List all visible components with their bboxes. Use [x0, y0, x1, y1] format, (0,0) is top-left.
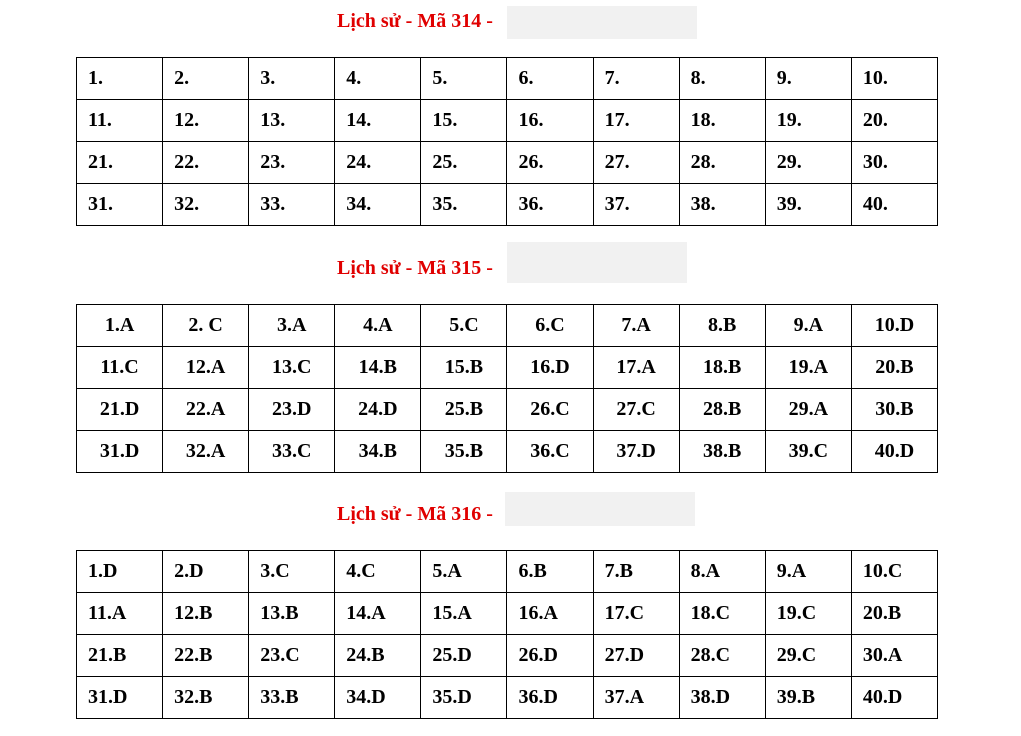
answer-cell: 15.: [421, 100, 507, 142]
table-row: [77, 677, 938, 719]
answer-cell: 5.: [421, 58, 507, 100]
answer-cell: 22.: [163, 142, 249, 184]
answer-cell: 27.: [593, 142, 679, 184]
table-row: [77, 142, 938, 184]
answer-cell: 6.C: [507, 305, 593, 347]
answer-cell: 35.B: [421, 431, 507, 473]
answer-cell: 29.: [765, 142, 851, 184]
answer-cell: 2.D: [163, 551, 249, 593]
answer-cell: 39.: [765, 184, 851, 226]
answer-cell: 8.B: [679, 305, 765, 347]
answer-cell: 37.: [593, 184, 679, 226]
answer-cell: 14.A: [335, 593, 421, 635]
answer-cell: 2.: [163, 58, 249, 100]
answer-cell: 34.D: [335, 677, 421, 719]
answer-cell: 8.: [679, 58, 765, 100]
answer-cell: 13.C: [249, 347, 335, 389]
answer-cell: 16.A: [507, 593, 593, 635]
answer-cell: 24.: [335, 142, 421, 184]
answer-cell: 23.: [249, 142, 335, 184]
answer-cell: 9.: [765, 58, 851, 100]
answer-cell: 20.B: [851, 347, 937, 389]
answer-cell: 7.A: [593, 305, 679, 347]
answer-cell: 36.C: [507, 431, 593, 473]
answer-cell: 26.C: [507, 389, 593, 431]
answer-cell: 39.B: [765, 677, 851, 719]
answer-cell: 32.: [163, 184, 249, 226]
answer-cell: 18.: [679, 100, 765, 142]
answer-cell: 38.D: [679, 677, 765, 719]
table-row: [77, 593, 938, 635]
table-row: [77, 58, 938, 100]
answer-cell: 26.: [507, 142, 593, 184]
section-title: Lịch sử - Mã 314 -: [337, 10, 493, 32]
answer-cell: 17.: [593, 100, 679, 142]
section-314-header: [0, 4, 1021, 38]
answer-cell: 21.D: [77, 389, 163, 431]
answer-cell: 24.D: [335, 389, 421, 431]
answer-cell: 12.A: [163, 347, 249, 389]
answer-cell: 5.C: [421, 305, 507, 347]
answer-cell: 25.B: [421, 389, 507, 431]
answer-cell: 9.A: [765, 551, 851, 593]
table-row: [77, 635, 938, 677]
answer-cell: 11.A: [77, 593, 163, 635]
answer-cell: 18.B: [679, 347, 765, 389]
answer-cell: 4.A: [335, 305, 421, 347]
answer-cell: 3.A: [249, 305, 335, 347]
answer-cell: 38.: [679, 184, 765, 226]
answer-cell: 28.: [679, 142, 765, 184]
answer-cell: 40.D: [851, 677, 937, 719]
answer-cell: 37.A: [593, 677, 679, 719]
answer-cell: 31.: [77, 184, 163, 226]
answer-cell: 27.C: [593, 389, 679, 431]
answer-cell: 17.A: [593, 347, 679, 389]
answer-cell: 21.: [77, 142, 163, 184]
answer-cell: 2. C: [163, 305, 249, 347]
answer-cell: 32.A: [163, 431, 249, 473]
answer-cell: 30.: [851, 142, 937, 184]
redacted-block: [505, 492, 695, 526]
answer-cell: 23.C: [249, 635, 335, 677]
table-row: [77, 431, 938, 473]
answer-cell: 17.C: [593, 593, 679, 635]
redacted-block: [507, 242, 687, 283]
answer-cell: 40.D: [851, 431, 937, 473]
answer-cell: 1.D: [77, 551, 163, 593]
answer-cell: 11.C: [77, 347, 163, 389]
answer-cell: 7.B: [593, 551, 679, 593]
answer-cell: 1.A: [77, 305, 163, 347]
answer-table-314: [76, 57, 938, 226]
answer-cell: 23.D: [249, 389, 335, 431]
answer-cell: 6.B: [507, 551, 593, 593]
answer-cell: 30.B: [851, 389, 937, 431]
answer-cell: 13.: [249, 100, 335, 142]
answer-cell: 33.C: [249, 431, 335, 473]
answer-cell: 16.: [507, 100, 593, 142]
answer-cell: 12.B: [163, 593, 249, 635]
answer-cell: 4.C: [335, 551, 421, 593]
answer-cell: 19.: [765, 100, 851, 142]
answer-cell: 5.A: [421, 551, 507, 593]
answer-cell: 21.B: [77, 635, 163, 677]
answer-cell: 28.C: [679, 635, 765, 677]
section-title: Lịch sử - Mã 315 -: [337, 257, 493, 279]
section-316-header: [0, 497, 1021, 531]
answer-cell: 15.A: [421, 593, 507, 635]
answer-cell: 10.C: [851, 551, 937, 593]
answer-cell: 16.D: [507, 347, 593, 389]
answer-cell: 8.A: [679, 551, 765, 593]
answer-cell: 27.D: [593, 635, 679, 677]
answer-cell: 10.D: [851, 305, 937, 347]
answer-cell: 29.A: [765, 389, 851, 431]
answer-cell: 25.D: [421, 635, 507, 677]
table-row: [77, 389, 938, 431]
table-row: [77, 305, 938, 347]
answer-cell: 36.D: [507, 677, 593, 719]
answer-cell: 34.B: [335, 431, 421, 473]
answer-cell: 26.D: [507, 635, 593, 677]
answer-cell: 25.: [421, 142, 507, 184]
answer-cell: 19.A: [765, 347, 851, 389]
answer-cell: 32.B: [163, 677, 249, 719]
answer-cell: 12.: [163, 100, 249, 142]
answer-cell: 14.: [335, 100, 421, 142]
answer-cell: 13.B: [249, 593, 335, 635]
answer-cell: 15.B: [421, 347, 507, 389]
answer-cell: 31.D: [77, 677, 163, 719]
answer-cell: 34.: [335, 184, 421, 226]
table-row: [77, 347, 938, 389]
answer-cell: 30.A: [851, 635, 937, 677]
table-row: [77, 184, 938, 226]
answer-cell: 28.B: [679, 389, 765, 431]
answer-cell: 4.: [335, 58, 421, 100]
answer-cell: 37.D: [593, 431, 679, 473]
answer-cell: 22.A: [163, 389, 249, 431]
answer-cell: 9.A: [765, 305, 851, 347]
answer-cell: 14.B: [335, 347, 421, 389]
answer-cell: 33.: [249, 184, 335, 226]
answer-cell: 3.C: [249, 551, 335, 593]
answer-cell: 22.B: [163, 635, 249, 677]
answer-cell: 31.D: [77, 431, 163, 473]
table-row: [77, 100, 938, 142]
answer-cell: 40.: [851, 184, 937, 226]
answer-table-316: [76, 550, 938, 719]
answer-cell: 10.: [851, 58, 937, 100]
answer-cell: 18.C: [679, 593, 765, 635]
answer-cell: 29.C: [765, 635, 851, 677]
answer-cell: 7.: [593, 58, 679, 100]
table-row: [77, 551, 938, 593]
answer-cell: 36.: [507, 184, 593, 226]
answer-cell: 3.: [249, 58, 335, 100]
answer-cell: 39.C: [765, 431, 851, 473]
answer-cell: 35.D: [421, 677, 507, 719]
answer-cell: 24.B: [335, 635, 421, 677]
answer-cell: 20.B: [851, 593, 937, 635]
answer-cell: 1.: [77, 58, 163, 100]
answer-cell: 20.: [851, 100, 937, 142]
answer-cell: 6.: [507, 58, 593, 100]
answer-cell: 33.B: [249, 677, 335, 719]
answer-cell: 11.: [77, 100, 163, 142]
answer-cell: 35.: [421, 184, 507, 226]
redacted-block: [507, 6, 697, 39]
answer-cell: 38.B: [679, 431, 765, 473]
section-title: Lịch sử - Mã 316 -: [337, 503, 493, 525]
answer-table-315: [76, 304, 938, 473]
answer-cell: 19.C: [765, 593, 851, 635]
section-315-header: [0, 251, 1021, 285]
